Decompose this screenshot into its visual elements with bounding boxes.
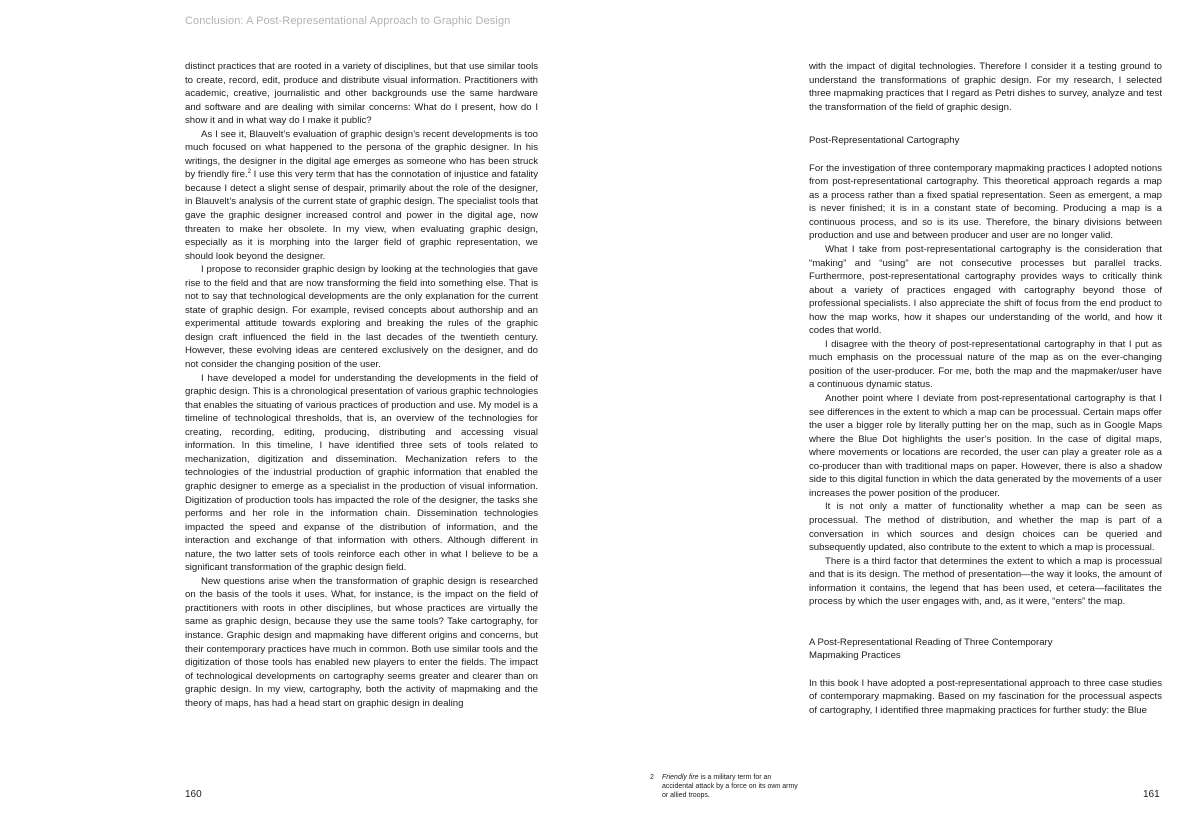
section-heading: Post-Representational Cartography (809, 135, 960, 147)
footnote-text (662, 773, 800, 800)
paragraph: It is not only a matter of functionality whether a map can be seen as processual. The method of distribution, and whether the map is part of a conversation in which sources and design choices can be queried and subsequently updated, also contribute to the extent to which a map is processual. (809, 501, 1162, 554)
page-number-right: 161 (1143, 789, 1160, 800)
paragraph: Another point where I deviate from post-representational cartography is that I see differences in the extent to which a map can be processual. Certain maps offer the user a bigger role by literally putting her on the map, such as in Google Maps where the Blue Dot highlights the user’s position. In the case of digital maps, where movements or locations are recorded, the user can play a greater role as a co-producer than with traditional maps on paper. However, there is also a shadow side to this digital function in which the data generated by the movements of a user increases the power position of the producer. (809, 393, 1162, 499)
section-heading-line: Mapmaking Practices (809, 650, 901, 662)
paragraph: In this book I have adopted a post-representational approach to three case studies of contemporary mapmaking. Based on my fascination for the processual aspects of cartography, I identified three mapmaking practices for further study: the Blue (809, 677, 1162, 716)
footnote-number: 2 (650, 774, 654, 781)
paragraph (185, 128, 538, 263)
paragraph: I have developed a model for understanding the developments in the field of graphic design. This is a chronological presentation of various graphic technologies that enables the situating of various practices of production and use. My model is a timeline of technological thresholds, that is, an overview of the technologies for creating, recording, editing, producing, distributing and accessing visual information. In this timeline, I have identified three sets of tools related to mechanization, digitization and dissemination. Mechanization refers to the technologies of the industrial production of graphic information that enabled the graphic designer to emerge as a specialist in the production of visual information. Digitization of production tools has impacted the role of the designer, the tasks she performs and her role in the information chain. Dissemination technologies impacted the speed and expanse of the distribution of information, and the interaction and exchange of that information with others. Although different in nature, the two latter sets of tools reinforce each other in what I believe to be a significant transformation of the graphic design field. (185, 372, 538, 574)
paragraph: with the impact of digital technologies. Therefore I consider it a testing ground to understand the transformations of graphic design. For my research, I selected three mapmaking practices that I regard as Petri dishes to survey, analyze and test the transformation of the field of graphic design. (809, 61, 1162, 113)
right-column (809, 60, 1162, 718)
paragraph: What I take from post-representational cartography is the consideration that “making” and “using” are not consecutive processes but parallel tracks. Furthermore, post-representational cartography provides ways to critically think about a variety of practices engaged with cartography beyond those of professional specialists. I also appreciate the shift of focus from the end product to how the map works, how it shapes our understanding of the world, and how it codes that world. (809, 244, 1162, 337)
paragraph-text: I use this very term that has the connotation of injustice and fatality because I detect a slight sense of despair, primarily about the role of the designer, in Blauvelt’s analysis of the current state of graphic design. The specialist tools that gave the graphic designer increased control and power in the digital age, now threaten to make her obsolete. In my view, when evaluating graphic design, especially as it is morphing into the larger field of graphic representation, we should look beyond the designer. (185, 169, 538, 262)
footnote-marker[interactable]: 2 (247, 169, 251, 176)
page-number-left: 160 (185, 789, 202, 800)
paragraph: I disagree with the theory of post-representational cartography in that I put as much emphasis on the processual nature of the map as on the ever-changing position of the user-producer. For me, both the map and the mapmaker/user have a continuous dynamic status. (809, 338, 1162, 391)
paragraph: I propose to reconsider graphic design by looking at the technologies that gave rise to the field and that are now transforming the field into something else. That is not to say that technological developments are the only explanation for the current state of graphic design. For example, revised concepts about authorship and an experimental attitude towards exploring and breaking the rules of the graphic design craft influenced the field in the last decades of the twentieth century. However, these evolving ideas are centered exclusively on the designer, and do not consider the changing position of the user. (185, 264, 538, 371)
paragraph: New questions arise when the transformation of graphic design is researched on the basis of the tools it uses. What, for instance, is the impact on the field of practitioners with roots in other disciplines, but whose practices are virtually the same as graphic design, because they use the same tools? Take cartography, for instance. Graphic design and mapmaking have different origins and concerns, but their contemporary practices have much in common. Both use similar tools and the digitization of those tools has enabled new players to enter the fields. The impact of technological developments on cartography seems greater and clearer than on graphic design. In my view, cartography, both the activity of mapmaking and the theory of maps, has had a head start on graphic design in dealing (185, 575, 538, 709)
section-heading-line: A Post-Representational Reading of Three Contemporary (809, 636, 1053, 648)
paragraph: There is a third factor that determines the extent to which a map is processual and that is its design. The method of presentation—the way it looks, the amount of information it contains, the legend that has been used, et cetera—facilitates the process by which the user engages with, and, as it were, “enters” the map. (809, 555, 1162, 608)
footnote-body: is a military term for an accidental attack by a force on its own army or allied troops. (662, 774, 798, 799)
paragraph: distinct practices that are rooted in a variety of disciplines, but that use similar tools to create, record, edit, produce and distribute visual information. Practitioners with academic, creative, journalistic and other backgrounds use the same hardware and software and are dealing with similar concerns: What do I present, how do I show it and in what way do I make it public? (185, 61, 538, 127)
left-column (185, 60, 538, 710)
paragraph-text: As I see it, Blauvelt’s evaluation of graphic design’s recent developments is too much focused on what happened to the persona of the graphic designer. In his writings, the designer in the digital age emerges as someone who has been struck by friendly fire. (185, 128, 538, 181)
paragraph: For the investigation of three contemporary mapmaking practices I adopted notions from post-representational cartography. This theoretical approach regards a map as a process rather than a fixed spatial representation. Seen as emergent, a map is never finished; it is in a constant state of becoming. Producing a map is a continuous process, and so is its use. Therefore, the binary divisions between production and use and between producer and user are no longer valid. (809, 162, 1162, 242)
footnote-term: Friendly fire (662, 774, 699, 781)
section-heading (809, 636, 1162, 663)
footnote (650, 773, 800, 800)
running-head: Conclusion: A Post-Representational Approach to Graphic Design (185, 15, 511, 27)
